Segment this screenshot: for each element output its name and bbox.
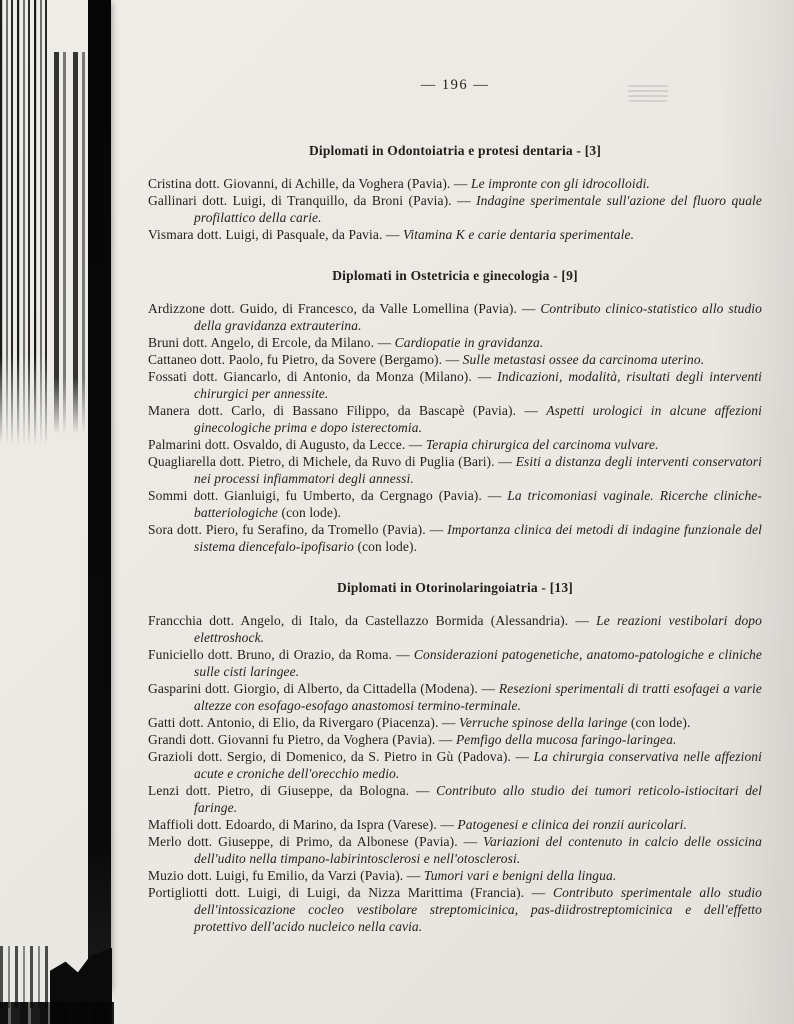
graduate-entry: [148, 748, 762, 782]
graduates-section: [148, 142, 762, 243]
graduate-name: Maffioli dott. Edoardo, di Marino, da Ispra (Varese). —: [148, 817, 458, 832]
thesis-title: Vitamina K e carie dentaria sperimentale.: [403, 227, 635, 242]
scan-artifact-left-streaks: [0, 0, 50, 445]
entries-list: [148, 612, 762, 935]
graduate-name: Vismara dott. Luigi, di Pasquale, da Pavia. —: [148, 227, 403, 242]
graduate-entry: [148, 646, 762, 680]
graduate-name: Gallinari dott. Luigi, di Tranquillo, da Broni (Pavia). —: [148, 193, 477, 208]
graduate-entry: [148, 453, 762, 487]
graduate-name: Manera dott. Carlo, di Bassano Filippo, da Bascapè (Pavia). —: [148, 403, 547, 418]
graduate-entry: [148, 714, 762, 731]
thesis-title: Aspetti urologici in alcune affezioni ginecologiche prima e dopo isterectomia.: [194, 403, 762, 435]
scan-artifact-bottom-blob: [50, 948, 112, 1024]
graduate-entry: [148, 487, 762, 521]
thesis-title: Pemfigo della mucosa faringo-laringea.: [455, 732, 677, 747]
graduate-name: Lenzi dott. Pietro, di Giuseppe, da Bologna. —: [148, 783, 437, 798]
graduate-entry: [148, 867, 762, 884]
graduate-name: Palmarini dott. Osvaldo, di Augusto, da Lecce. —: [148, 437, 426, 452]
graduate-name: Fossati dott. Giancarlo, di Antonio, da Monza (Milano). —: [148, 369, 498, 384]
graduate-name: Funiciello dott. Bruno, di Orazio, da Roma. —: [148, 647, 414, 662]
thesis-title: Indagine sperimentale sull'azione del fluoro quale profilattico della carie.: [194, 193, 762, 225]
section-title: Diplomati in Ostetricia e ginecologia - [9]: [332, 268, 578, 283]
thesis-title: Importanza clinica dei metodi di indagine funzionale del sistema diencefalo-ipofisario: [194, 522, 762, 554]
thesis-title: Le impronte con gli idrocolloidi.: [470, 176, 650, 191]
graduate-entry: [148, 334, 762, 351]
graduate-name: Quagliarella dott. Pietro, di Michele, da Ruvo di Puglia (Bari). —: [148, 454, 516, 469]
graduate-entry: [148, 402, 762, 436]
graduate-name: Ardizzone dott. Guido, di Francesco, da Valle Lomellina (Pavia). —: [148, 301, 541, 316]
graduate-entry: [148, 175, 762, 192]
graduate-entry: [148, 680, 762, 714]
scan-artifact-bottom-streaks: [0, 946, 52, 1008]
graduate-name: Sommi dott. Gianluigi, fu Umberto, da Cergnago (Pavia). —: [148, 488, 508, 503]
scan-artifact-bottom-strip: [0, 1002, 114, 1024]
graduate-entry: [148, 782, 762, 816]
thesis-title: Tumori vari e benigni della lingua.: [423, 868, 617, 883]
graduate-entry: [148, 731, 762, 748]
graduate-name: (con lode).: [357, 539, 418, 554]
graduates-section: [148, 579, 762, 935]
thesis-title: Contributo clinico-statistico allo studio della gravidanza extrauterina.: [194, 301, 762, 333]
thesis-title: Le reazioni vestibolari dopo elettroshock.: [194, 613, 762, 645]
graduate-name: Cristina dott. Giovanni, di Achille, da Voghera (Pavia). —: [148, 176, 471, 191]
graduate-name: Gatti dott. Antonio, di Elio, da Rivergaro (Piacenza). —: [148, 715, 460, 730]
scan-artifact-mid-streaks: [54, 52, 88, 434]
thesis-title: Considerazioni patogenetiche, anatomo-patologiche e cliniche sulle cisti laringee.: [194, 647, 762, 679]
page-content: [148, 76, 762, 935]
graduate-entry: [148, 521, 762, 555]
thesis-title: Indicazioni, modalità, risultati degli interventi chirurgici per annessite.: [194, 369, 762, 401]
graduate-name: Sora dott. Piero, fu Serafino, da Tromello (Pavia). —: [148, 522, 448, 537]
graduate-entry: [148, 612, 762, 646]
thesis-title: Patogenesi e clinica dei ronzii auricolari.: [457, 817, 687, 832]
entries-list: [148, 175, 762, 243]
graduate-entry: [148, 436, 762, 453]
thesis-title: Sulle metastasi ossee da carcinoma uterino.: [462, 352, 705, 367]
thesis-title: Resezioni sperimentali di tratti esofagei a varie altezze con esofago-esofago anastomosi termino-terminale.: [194, 681, 762, 713]
section-title: Diplomati in Otorinolaringoiatria - [13]: [337, 580, 573, 595]
thesis-title: Variazioni del contenuto in calcio delle ossicina dell'udito nella timpano-labirintosclerosi e nell'otosclerosi.: [194, 834, 762, 866]
thesis-title: Contributo sperimentale allo studio dell'intossicazione cocleo vestibolare streptomicinica, pas-diidrostreptomicinica e dell'effetto protettivo dell'acido nucleico nella cavia.: [194, 885, 762, 934]
thesis-title: Contributo allo studio dei tumori reticolo-istiocitari del faringe.: [194, 783, 762, 815]
graduate-entry: [148, 884, 762, 935]
graduate-entry: [148, 833, 762, 867]
graduate-name: Portigliotti dott. Luigi, di Luigi, da Nizza Marittima (Francia). —: [148, 885, 553, 900]
thesis-title: La tricomoniasi vaginale. Ricerche cliniche-batteriologiche: [194, 488, 762, 520]
graduate-name: Cattaneo dott. Paolo, fu Pietro, da Sovere (Bergamo). —: [148, 352, 463, 367]
graduate-name: Grazioli dott. Sergio, di Domenico, da S. Pietro in Gù (Padova). —: [148, 749, 534, 764]
graduate-name: (con lode).: [281, 505, 342, 520]
graduate-name: Grandi dott. Giovanni fu Pietro, da Voghera (Pavia). —: [148, 732, 456, 747]
graduate-entry: [148, 816, 762, 833]
graduate-name: Bruni dott. Angelo, di Ercole, da Milano. —: [148, 335, 395, 350]
graduates-section: [148, 267, 762, 555]
graduate-entry: [148, 300, 762, 334]
page-number: — 196 —: [420, 77, 490, 93]
thesis-title: La chirurgia conservativa nelle affezioni acute e croniche dell'orecchio medio.: [194, 749, 762, 781]
graduate-name: (con lode).: [630, 715, 691, 730]
sections: [148, 142, 762, 935]
section-title: Diplomati in Odontoiatria e protesi dentaria - [3]: [308, 143, 602, 158]
scan-artifact-binding-bar: [88, 0, 111, 994]
graduate-name: Merlo dott. Giuseppe, di Primo, da Albonese (Pavia). —: [148, 834, 484, 849]
graduate-entry: [148, 368, 762, 402]
graduate-name: Gasparini dott. Giorgio, di Alberto, da Cittadella (Modena). —: [148, 681, 499, 696]
graduate-name: Francchia dott. Angelo, di Italo, da Castellazzo Bormida (Alessandria). —: [148, 613, 597, 628]
thesis-title: Terapia chirurgica del carcinoma vulvare.: [425, 437, 659, 452]
graduate-entry: [148, 192, 762, 226]
graduate-entry: [148, 226, 762, 243]
entries-list: [148, 300, 762, 555]
graduate-name: Muzio dott. Luigi, fu Emilio, da Varzi (Pavia). —: [148, 868, 424, 883]
thesis-title: Cardiopatie in gravidanza.: [394, 335, 544, 350]
thesis-title: Esiti a distanza degli interventi conservatori nei processi infiammatori degli annessi.: [194, 454, 762, 486]
thesis-title: Verruche spinose della laringe: [459, 715, 631, 730]
graduate-entry: [148, 351, 762, 368]
